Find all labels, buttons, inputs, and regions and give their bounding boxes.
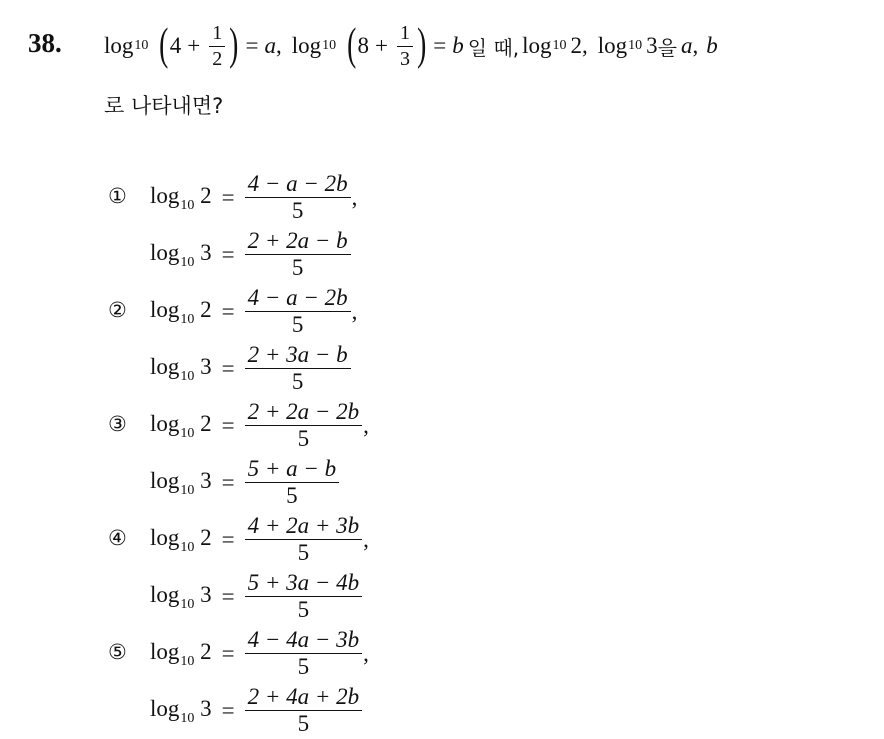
fraction-denominator: 5: [286, 483, 298, 508]
choice-4-marker[interactable]: ④: [108, 526, 127, 550]
log-argument: 3: [200, 239, 212, 265]
log-label: log: [150, 296, 180, 322]
log-argument: 3: [200, 695, 212, 721]
given1-left: 4: [169, 33, 182, 58]
equals-sign: =: [221, 356, 235, 381]
given2-fraction-denominator: 3: [399, 48, 410, 70]
log-label: log: [150, 581, 180, 607]
log-base: 10: [322, 38, 337, 53]
log-argument: 2: [200, 410, 212, 436]
fraction-numerator: 4 − 4a − 3b: [245, 627, 363, 654]
equals-sign: =: [245, 33, 259, 58]
equals-sign: =: [221, 527, 235, 552]
choice-3-marker[interactable]: ③: [108, 412, 127, 436]
log-argument: 2: [200, 182, 212, 208]
log-base: 10: [628, 38, 643, 53]
log-label: log: [150, 182, 180, 208]
log-label: log: [597, 33, 628, 58]
log-label: log: [291, 33, 322, 58]
fraction-numerator: 2 + 3a − b: [245, 342, 351, 369]
comma: ,: [363, 527, 369, 552]
equals-sign: =: [221, 413, 235, 438]
given2-fraction-numerator: 1: [397, 22, 413, 47]
comma: ,: [351, 299, 358, 324]
choice-4-log2-equation: [150, 512, 369, 568]
question-number: 38.: [28, 28, 62, 58]
log-base: 10: [180, 368, 195, 384]
left-paren: (: [159, 18, 169, 69]
choice-5-log3-equation: [150, 683, 362, 739]
log-base: 10: [180, 425, 195, 441]
choice-2-log2-equation: [150, 284, 357, 340]
choice-1-log2-equation: [150, 170, 357, 226]
log-base: 10: [180, 653, 195, 669]
log-label: log: [522, 33, 552, 58]
fraction-denominator: 5: [297, 654, 310, 679]
comma: ,: [582, 33, 588, 58]
comma: ,: [276, 33, 282, 58]
log-argument: 3: [200, 353, 212, 379]
given1-fraction: [209, 22, 225, 70]
given1-fraction-denominator: 2: [212, 48, 223, 70]
fraction-denominator: 5: [297, 540, 310, 565]
equals-sign: =: [221, 584, 235, 609]
question-stem-line-2: 로 나타내면?: [104, 94, 224, 118]
choice-2-marker[interactable]: ②: [108, 298, 127, 322]
log-base: 10: [180, 596, 195, 612]
choice-1-log3-equation: [150, 227, 351, 283]
var-a: a: [681, 33, 693, 58]
given2-left: 8: [357, 33, 369, 58]
target-log-2: 2: [570, 33, 583, 58]
given1-rhs: a: [264, 33, 277, 58]
choice-5-marker[interactable]: ⑤: [108, 640, 127, 664]
target-log-3: 3: [646, 33, 658, 58]
question-stem-line-1: [104, 16, 718, 76]
fraction-numerator: 4 + 2a + 3b: [245, 513, 363, 540]
right-paren: ): [229, 18, 239, 69]
fraction-numerator: 5 + 3a − 4b: [245, 570, 363, 597]
var-b: b: [706, 33, 718, 58]
log-label: log: [150, 524, 180, 550]
fraction-denominator: 5: [291, 198, 304, 223]
equals-sign: =: [221, 470, 235, 495]
log-argument: 3: [200, 467, 212, 493]
equals-sign: =: [221, 698, 235, 723]
log-base: 10: [134, 38, 149, 53]
equals-sign: =: [221, 185, 235, 210]
choice-3-log2-fraction: [245, 399, 363, 452]
choice-2-log2-fraction: [245, 285, 351, 338]
equals-sign: =: [221, 299, 235, 324]
given2-fraction: [397, 22, 413, 70]
choice-5-log2-equation: [150, 626, 369, 682]
fraction-numerator: 4 − a − 2b: [245, 171, 351, 198]
log-label: log: [150, 239, 180, 265]
korean-particle: 을: [657, 35, 677, 60]
left-paren: (: [347, 18, 357, 69]
fraction-numerator: 5 + a − b: [245, 456, 340, 483]
log-argument: 2: [200, 296, 212, 322]
plus-sign: +: [187, 33, 201, 58]
equals-sign: =: [433, 33, 447, 58]
choice-2-log3-equation: [150, 341, 351, 397]
right-paren: ): [417, 18, 427, 69]
choice-4-log3-fraction: [245, 570, 363, 623]
choice-3-log2-equation: [150, 398, 369, 454]
choice-4-log3-equation: [150, 569, 362, 625]
log-label: log: [150, 410, 180, 436]
fraction-denominator: 5: [291, 312, 304, 337]
choice-3-log3-equation: [150, 455, 339, 511]
fraction-denominator: 5: [297, 711, 310, 736]
log-base: 10: [180, 197, 195, 213]
choice-1-marker[interactable]: ①: [108, 184, 127, 208]
log-label: log: [150, 695, 180, 721]
fraction-denominator: 5: [297, 426, 310, 451]
log-base: 10: [180, 710, 195, 726]
log-argument: 3: [200, 581, 212, 607]
log-base: 10: [180, 311, 195, 327]
choice-5-log3-fraction: [245, 684, 363, 737]
choice-2-log3-fraction: [245, 342, 351, 395]
choice-1-log3-fraction: [245, 228, 351, 281]
choice-1-log2-fraction: [245, 171, 351, 224]
comma: ,: [351, 185, 358, 210]
fraction-denominator: 5: [291, 255, 304, 280]
given2-rhs: b: [452, 33, 464, 58]
choice-4-log2-fraction: [245, 513, 363, 566]
fraction-numerator: 4 − a − 2b: [245, 285, 351, 312]
log-label: log: [150, 638, 180, 664]
log-base: 10: [180, 539, 195, 555]
fraction-numerator: 2 + 2a − 2b: [245, 399, 363, 426]
comma: ,: [363, 413, 369, 438]
fraction-denominator: 5: [297, 597, 310, 622]
fraction-denominator: 5: [291, 369, 304, 394]
plus-sign: +: [374, 33, 388, 58]
korean-when: 일 때,: [467, 35, 520, 60]
fraction-numerator: 2 + 4a + 2b: [245, 684, 363, 711]
log-argument: 2: [200, 638, 212, 664]
equals-sign: =: [221, 242, 235, 267]
comma: ,: [692, 33, 699, 58]
choice-5-log2-fraction: [245, 627, 363, 680]
log-base: 10: [180, 254, 195, 270]
choice-3-log3-fraction: [245, 456, 340, 509]
log-argument: 2: [200, 524, 212, 550]
log-label: log: [150, 353, 180, 379]
given1-fraction-numerator: 1: [209, 22, 225, 47]
log-label: log: [104, 33, 134, 58]
fraction-numerator: 2 + 2a − b: [245, 228, 351, 255]
log-base: 10: [552, 38, 567, 53]
log-label: log: [150, 467, 180, 493]
equals-sign: =: [221, 641, 235, 666]
log-base: 10: [180, 482, 195, 498]
comma: ,: [363, 641, 369, 666]
